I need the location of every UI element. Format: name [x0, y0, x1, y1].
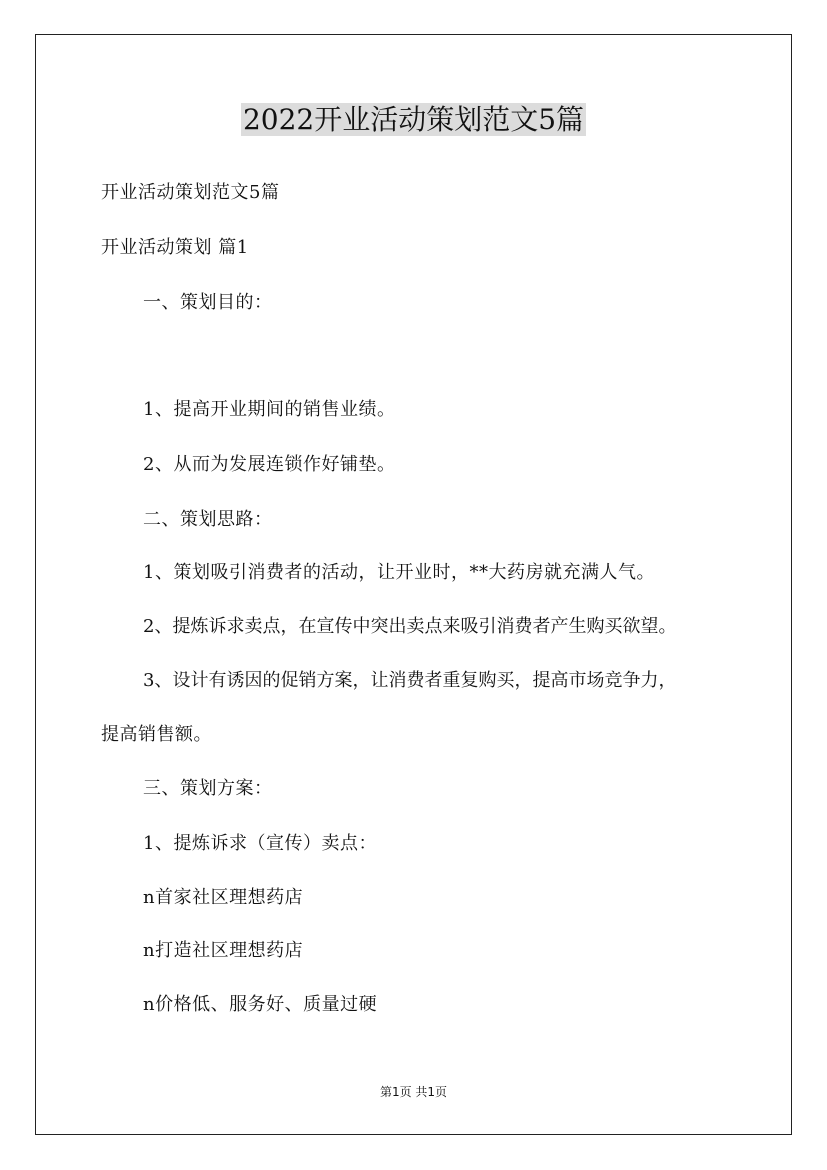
- section-heading: 一、策划目的：: [143, 292, 273, 313]
- section-heading: 二、策划思路：: [143, 509, 273, 530]
- section-heading: 三、策划方案：: [143, 778, 273, 799]
- paragraph: 2、提炼诉求卖点，在宣传中突出卖点来吸引消费者产生购买欲望。: [143, 616, 677, 637]
- paragraph: 3、设计有诱因的促销方案，让消费者重复购买，提高市场竞争力，: [143, 670, 677, 691]
- paragraph: 2、从而为发展连锁作好铺垫。: [143, 454, 396, 475]
- document-title: [0, 100, 827, 140]
- list-item: n打造社区理想药店: [143, 940, 304, 961]
- paragraph: 开业活动策划范文5篇: [101, 182, 280, 203]
- paragraph: 1、策划吸引消费者的活动，让开业时，**大药房就充满人气。: [143, 562, 655, 583]
- paragraph: 开业活动策划 篇1: [101, 237, 249, 258]
- paragraph: 1、提高开业期间的销售业绩。: [143, 399, 396, 420]
- list-item: n价格低、服务好、质量过硬: [143, 994, 378, 1015]
- document-title-text: 2022开业活动策划范文5篇: [242, 103, 585, 136]
- page-footer: 第1页 共1页: [379, 1085, 448, 1099]
- list-item: n首家社区理想药店: [143, 887, 304, 908]
- paragraph: 提高销售额。: [101, 724, 212, 745]
- paragraph: 1、提炼诉求（宣传）卖点：: [143, 833, 377, 854]
